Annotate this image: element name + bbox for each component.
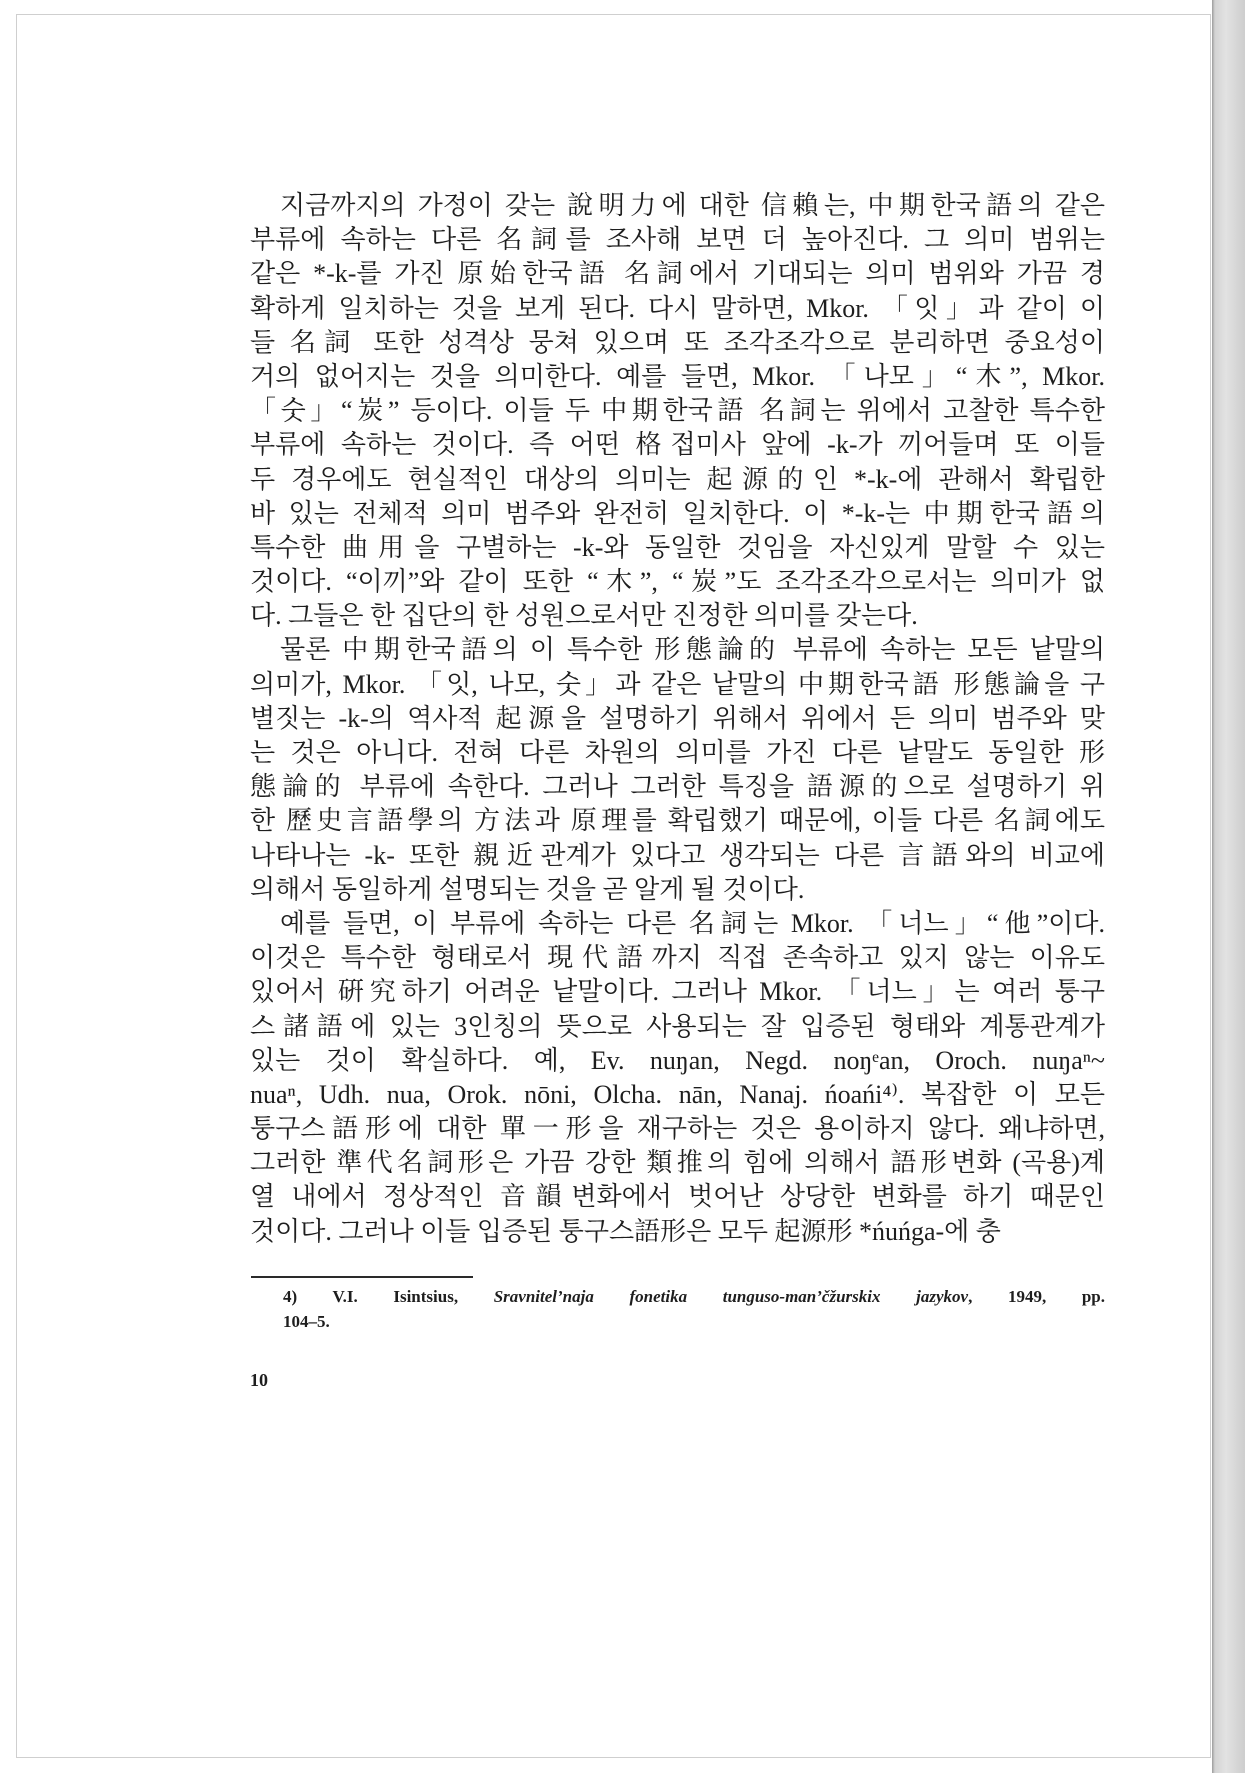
footnote-title: Sravnitel’naja fonetika tunguso-man’čžurskix jazykov	[493, 1287, 969, 1306]
paragraph	[250, 907, 1105, 1249]
text-line: 특수한 曲用을 구별하는 -k-와 동일한 것임을 자신있게 말할 수 있는	[250, 532, 1105, 562]
footnote-rule	[251, 1276, 473, 1278]
text-line: 한 歷史言語學의 方法과 原理를 확립했기 때문에, 이들 다른 名詞에도	[250, 806, 1105, 836]
text-line: 퉁구스語形에 대한 單一形을 재구하는 것은 용이하지 않다. 왜냐하면,	[250, 1114, 1105, 1144]
text-line: 그러한 準代名詞形은 가끔 강한 類推의 힘에 의해서 語形변화 (곡용)계	[250, 1148, 1105, 1178]
text-line: 거의 없어지는 것을 의미한다. 예를 들면, Mkor. 「나모」“木”, Mkor.	[250, 361, 1105, 391]
page-gutter	[1212, 0, 1245, 1773]
text-line: 는 것은 아니다. 전혀 다른 차원의 의미를 가진 다른 낱말도 동일한 形	[250, 738, 1105, 767]
text-line: 다. 그들은 한 집단의 한 성원으로서만 진정한 의미를 갖는다.	[250, 601, 918, 631]
footnote-details: , 1949, pp.	[968, 1287, 1105, 1306]
body-text	[250, 189, 1105, 1249]
text-line: 열 내에서 정상적인 音韻변화에서 벗어난 상당한 변화를 하기 때문인	[250, 1182, 1105, 1212]
footnote-author: V.I. Isintsius,	[332, 1287, 459, 1306]
text-line: 예를 들면, 이 부류에 속하는 다른 名詞는 Mkor. 「너느」“他”이다.	[280, 908, 1105, 938]
text-line: 확하게 일치하는 것을 보게 된다. 다시 말하면, Mkor. 「잇」과 같이 이	[250, 293, 1105, 323]
text-line: 스諸語에 있는 3인칭의 뜻으로 사용되는 잘 입증된 형태와 계통관계가	[250, 1011, 1105, 1041]
paragraph	[250, 633, 1105, 907]
text-line: 부류에 속하는 것이다. 즉 어떤 格접미사 앞에 -k-가 끼어들며 또 이들	[250, 430, 1105, 460]
text-line: 나타나는 -k- 또한 親近관계가 있다고 생각되는 다른 言語와의 비교에	[250, 840, 1105, 870]
footnote	[283, 1284, 1105, 1334]
text-line: 별짓는 -k-의 역사적 起源을 설명하기 위해서 위에서 든 의미 범주와 맞	[250, 703, 1105, 733]
text-line: 것이다. 그러나 이들 입증된 퉁구스語形은 모두 起源形 *ńuńga-에 충	[250, 1216, 1001, 1246]
footnote-line	[283, 1284, 1105, 1309]
text-line: 의해서 동일하게 설명되는 것을 곧 알게 될 것이다.	[250, 874, 805, 904]
text-line: 이것은 특수한 형태로서 現代語까지 직접 존속하고 있지 않는 이유도	[250, 943, 1105, 973]
footnote-pages: 104–5.	[283, 1312, 330, 1331]
text-line: 態論的 부류에 속한다. 그러나 그러한 특징을 語源的으로 설명하기 위	[250, 772, 1105, 802]
page-number: 10	[250, 1370, 268, 1390]
text-line: 바 있는 전체적 의미 범주와 완전히 일치한다. 이 *-k-는 中期한국語의	[250, 498, 1105, 528]
text-line: 의미가, Mkor. 「잇, 나모, 숫」과 같은 낱말의 中期한국語 形態論을 구	[250, 669, 1105, 699]
text-line: 것이다. “이끼”와 같이 또한 “木”, “炭”도 조각조각으로서는 의미가 없	[250, 567, 1105, 597]
text-line: 물론 中期한국語의 이 특수한 形態論的 부류에 속하는 모든 낱말의	[280, 635, 1105, 665]
text-line: 있는 것이 확실하다. 예, Ev. nuŋan, Negd. noŋᵉan, Oroch. nuŋaⁿ~	[250, 1045, 1105, 1075]
text-line: 「숫」“炭” 등이다. 이들 두 中期한국語 名詞는 위에서 고찰한 특수한	[250, 396, 1105, 426]
footnote-marker: 4)	[283, 1287, 298, 1306]
text-line: nuaⁿ, Udh. nua, Orok. nōni, Olcha. nān, Nanaj. ńoańi⁴⁾. 복잡한 이 모든	[250, 1079, 1105, 1109]
text-line: 있어서 硏究하기 어려운 낱말이다. 그러나 Mkor. 「너느」는 여러 퉁구	[250, 977, 1105, 1007]
text-line: 같은 *-k-를 가진 原始한국語 名詞에서 기대되는 의미 범위와 가끔 경	[250, 259, 1105, 289]
footnote-line	[283, 1309, 1105, 1334]
text-line: 부류에 속하는 다른 名詞를 조사해 보면 더 높아진다. 그 의미 범위는	[250, 225, 1105, 255]
paragraph	[250, 189, 1105, 633]
text-line: 들 名詞 또한 성격상 뭉쳐 있으며 또 조각조각으로 분리하면 중요성이	[250, 327, 1105, 357]
text-line: 두 경우에도 현실적인 대상의 의미는 起源的인 *-k-에 관해서 확립한	[250, 464, 1105, 494]
text-line: 지금까지의 가정이 갖는 說明力에 대한 信賴는, 中期한국語의 같은	[280, 191, 1105, 220]
